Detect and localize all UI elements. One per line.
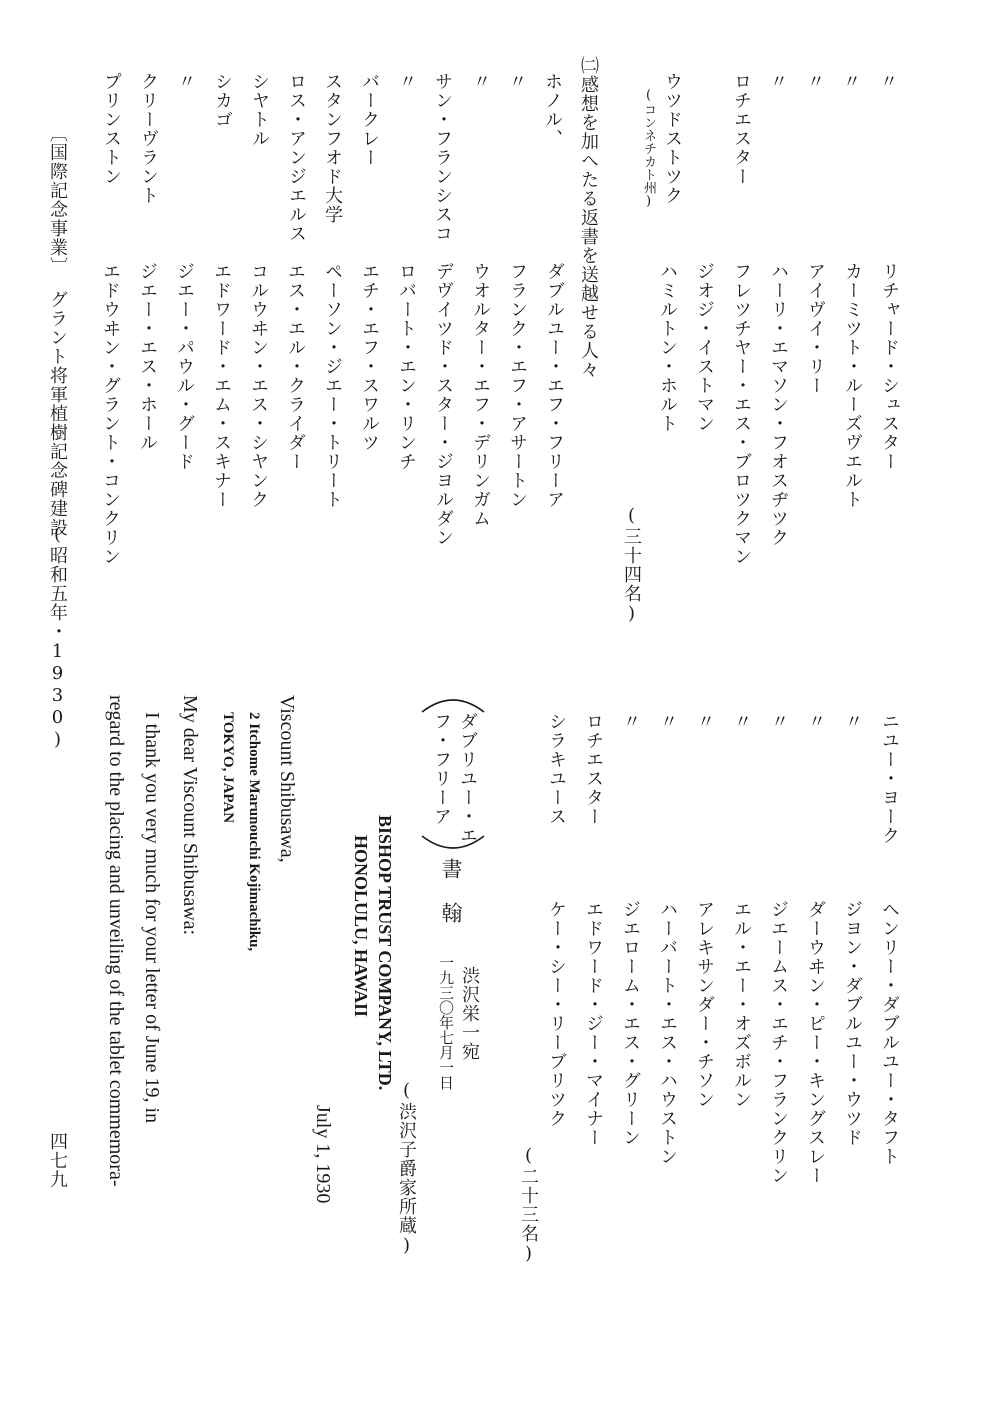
recipient: 渋沢栄一宛 — [459, 966, 480, 1061]
person-name: エル・エー・オズボルン — [731, 900, 752, 1109]
person-name: ハミルトン・ホルト — [657, 262, 678, 433]
person-name: ペーソン・ジエー・トリート — [322, 262, 343, 509]
sender-bracket-bottom — [418, 834, 488, 856]
person-name: ジエー・エス・ホール — [137, 262, 158, 452]
city-label: ロチエスター — [583, 712, 604, 826]
address-line1: 2 Itchome Marunouchi Kojimachiku, — [246, 712, 262, 952]
person-name: ダーウヰン・ピー・キングスレー — [805, 900, 826, 1185]
city-label: 〃 — [731, 712, 752, 731]
city-label: ロス・アンジエルス — [286, 72, 307, 243]
person-name: エドワード・エム・スキナー — [211, 262, 232, 509]
body-line2: regard to the placing and unveiling of the tablet commemora- — [105, 695, 127, 1187]
person-name: デヴイツド・スター・ジヨルダン — [433, 262, 454, 547]
city-label: シカゴ — [212, 72, 233, 129]
person-name: ジエー・パウル・グード — [174, 262, 195, 471]
city-label: ロチエスター — [731, 72, 752, 186]
person-name: ジエローム・エス・グリーン — [620, 900, 641, 1147]
city-label: 〃 — [396, 72, 417, 91]
name-count: (二十三名) — [518, 1145, 539, 1265]
body-line1: I thank you very much for your letter of June 19, in — [141, 712, 163, 1124]
person-name: ケー・シー・リーブリツク — [546, 900, 567, 1128]
letter-date-jp: 一九三〇年七月一日 — [437, 955, 455, 1090]
person-name: カーミツト・ルーズヴエルト — [842, 262, 863, 509]
city-label: 〃 — [877, 72, 898, 91]
person-name: ジエームス・エチ・フランクリン — [768, 900, 789, 1185]
city-label: 〃 — [805, 712, 826, 731]
running-title: グラント将軍植樹記念碑建設 — [47, 290, 68, 537]
document-kind: 書 翰 — [439, 858, 463, 924]
city-label: クリーヴラント — [138, 72, 159, 205]
city-label: 〃 — [175, 72, 196, 91]
city-label: 〃 — [657, 712, 678, 731]
company-name: BISHOP TRUST COMPANY, LTD. — [375, 815, 395, 1091]
sender-bracket-top — [418, 692, 488, 714]
person-name: コルウヰン・エス・シヤンク — [248, 262, 269, 509]
city-label: ホノル、 — [542, 72, 563, 148]
city-label: 〃 — [470, 72, 491, 91]
city-label: ウツドストツク — [662, 72, 683, 205]
person-name: アレキサンダー・チソン — [694, 900, 715, 1109]
source-note: (渋沢子爵家所蔵) — [396, 1080, 417, 1257]
person-name: ハーバート・エス・ハウストン — [657, 900, 678, 1166]
person-name: エドウヰン・グラント・コンクリン — [100, 262, 121, 566]
person-name: フレツチヤー・エス・ブロツクマン — [731, 262, 752, 566]
city-label: 〃 — [620, 712, 641, 731]
person-name: ウオルター・エフ・デリンガム — [470, 262, 491, 528]
city-label: スタンフオド大学 — [322, 72, 343, 224]
sender-name-line2: フ・フリーア — [431, 712, 452, 826]
section-tag: 〔国際記念事業〕 — [47, 124, 68, 276]
person-name: ジオジ・イストマン — [694, 262, 715, 433]
city-label: ニユー・ヨーク — [879, 712, 900, 845]
person-name: エチ・エフ・スワルツ — [359, 262, 380, 452]
person-name: エドワード・ジー・マイナー — [583, 900, 604, 1147]
address-line2: TOKYO, JAPAN — [220, 712, 236, 824]
city-label: サン・フランシスコ — [432, 72, 453, 243]
city-label: 〃 — [767, 72, 788, 91]
name-count: (三十四名) — [621, 505, 642, 625]
city-label: 〃 — [768, 712, 789, 731]
person-name: ロバート・エン・リンチ — [396, 262, 417, 471]
section-heading: ㈡感想を加へたる返書を送越せる人々 — [578, 56, 599, 379]
person-name: ヘンリー・ダブルユー・タフト — [879, 900, 900, 1166]
sender-name-line1: ダブリユー・エ — [457, 712, 478, 845]
city-label: 〃 — [840, 72, 861, 91]
person-name: フランク・エフ・アサートン — [507, 262, 528, 509]
person-name: ジヨン・ダブルユー・ウツド — [842, 900, 863, 1147]
letter-date-en: July 1, 1930 — [312, 1105, 334, 1204]
page-number: 四七九 — [47, 1132, 68, 1189]
city-sub-label: (コンネチカト州) — [641, 88, 656, 209]
city-label: プリンストン — [101, 72, 122, 186]
company-city: HONOLULU, HAWAII — [351, 835, 371, 1018]
city-label: 〃 — [842, 712, 863, 731]
person-name: リチャード・シュスター — [879, 262, 900, 471]
city-label: 〃 — [804, 72, 825, 91]
city-label: バークレー — [359, 72, 380, 167]
city-label: シラキユース — [546, 712, 567, 826]
person-name: ダブルユー・エフ・フリーア — [544, 262, 565, 509]
person-name: エス・エル・クライダー — [285, 262, 306, 471]
city-label: 〃 — [506, 72, 527, 91]
salutation: My dear Viscount Shibusawa: — [179, 695, 201, 936]
person-name: アイヴイ・リー — [805, 262, 826, 395]
city-label: 〃 — [694, 712, 715, 731]
person-name: ハーリ・エマソン・フオスヂツク — [768, 262, 789, 547]
city-label: シヤトル — [249, 72, 270, 148]
addressee: Viscount Shibusawa, — [276, 695, 298, 863]
running-era: (昭和五年・1930) — [47, 524, 68, 751]
